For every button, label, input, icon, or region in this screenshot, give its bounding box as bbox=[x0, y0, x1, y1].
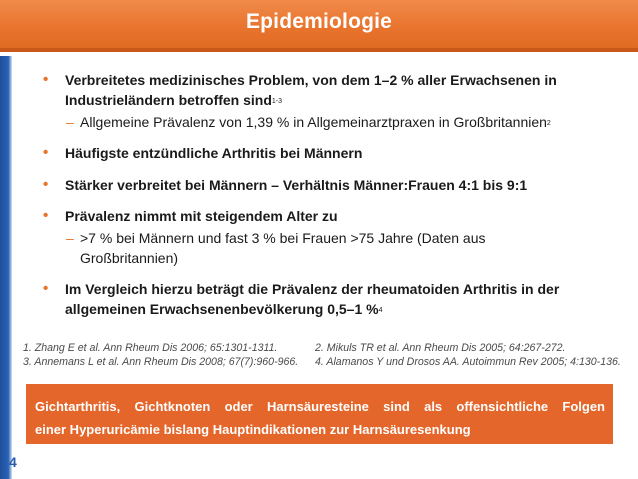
sub-bullet-item bbox=[40, 112, 625, 132]
reference-item: 1. Zhang E et al. Ann Rheum Dis 2006; 65:1301-1311. bbox=[23, 342, 278, 354]
sub-bullet-item bbox=[40, 228, 625, 268]
footnote-marker: 1-3 bbox=[271, 98, 283, 105]
bullet-text: Prävalenz nimmt mit steigendem Alter zu bbox=[65, 208, 338, 224]
bullet-item bbox=[40, 206, 625, 226]
bullet-icon: • bbox=[43, 144, 49, 161]
sub-bullet-text: Allgemeine Prävalenz von 1,39 % in Allgemeinarztpraxen in Großbritannien bbox=[80, 114, 547, 130]
left-accent-bar bbox=[0, 56, 12, 479]
bullet-text: Verbreitetes medizinisches Problem, von dem 1–2 % aller Erwachsenen in bbox=[65, 72, 557, 88]
bullet-item bbox=[40, 70, 625, 110]
bullet-text: Häufigste entzündliche Arthritis bei Männern bbox=[65, 145, 363, 161]
bullet-item bbox=[40, 143, 625, 163]
bullet-icon: • bbox=[43, 176, 49, 193]
dash-icon: – bbox=[66, 230, 74, 246]
footnote-marker: 4 bbox=[378, 307, 383, 314]
bullet-icon: • bbox=[43, 280, 49, 297]
page-number: 4 bbox=[9, 454, 17, 470]
reference-item: 3. Annemans L et al. Ann Rheum Dis 2008; 67(7):960-966. bbox=[23, 356, 299, 368]
bullet-text: Im Vergleich hierzu beträgt die Prävalenz der rheumatoiden Arthritis in der bbox=[65, 281, 560, 297]
bullet-list bbox=[40, 70, 625, 319]
bullet-text: Industrieländern betroffen sind bbox=[65, 92, 272, 108]
slide-title: Epidemiologie bbox=[245, 10, 393, 33]
sub-bullet-text: >7 % bei Männern und fast 3 % bei Frauen >75 Jahre (Daten aus bbox=[80, 230, 486, 246]
reference-item: 4. Alamanos Y und Drosos AA. Autoimmun Rev 2005; 4:130-136. bbox=[315, 356, 621, 368]
sub-bullet-text: Großbritannien) bbox=[80, 250, 179, 266]
bullet-item bbox=[40, 175, 625, 195]
note-text: Gichtarthritis, Gichtknoten oder Harnsäuresteine sind als offensichtliche Folgen bbox=[35, 399, 605, 414]
bullet-text: allgemeinen Erwachsenenbevölkerung 0,5–1 % bbox=[65, 301, 379, 317]
bullet-text: Stärker verbreitet bei Männern – Verhältnis Männer:Frauen 4:1 bis 9:1 bbox=[65, 177, 528, 193]
note-text: einer Hyperuricämie bislang Hauptindikationen zur Harnsäuresenkung bbox=[35, 422, 471, 437]
footnote-marker: 2 bbox=[546, 120, 551, 127]
bullet-item bbox=[40, 279, 625, 319]
references-right bbox=[315, 341, 635, 369]
references-left bbox=[23, 341, 308, 369]
reference-item: 2. Mikuls TR et al. Ann Rheum Dis 2005; 64:267-272. bbox=[315, 342, 566, 354]
bullet-icon: • bbox=[43, 71, 49, 88]
dash-icon: – bbox=[66, 114, 74, 130]
highlight-note-box bbox=[26, 384, 613, 444]
bullet-icon: • bbox=[43, 207, 49, 224]
title-bar bbox=[0, 0, 638, 52]
